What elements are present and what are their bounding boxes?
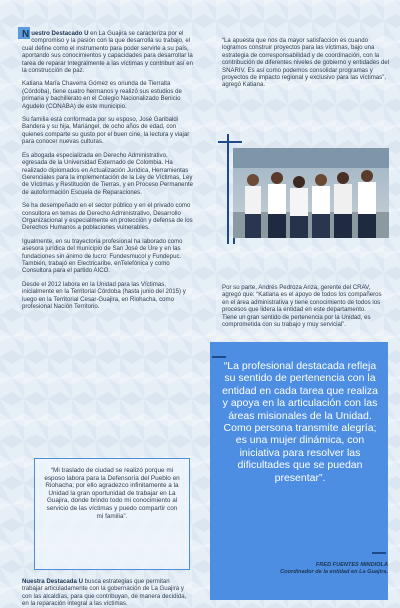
intro-rest: en La Guajira se caracteriza por el compromiso y la pasión con la que desarrolla su trabajo, el cual define como el instrumento para poder servirle a su país, aportando sus conocimientos y capacidades para desarrollar la tarea de reparar íntegralmente a las víctimas y contribuir así en la construcción de paz. <box>22 30 194 75</box>
signature-name: FRED FUENTES MINDIOLA <box>315 562 388 568</box>
paragraph-origin: Katiana María Chaverra Gómez es oriunda de Tierralta (Córdoba), tiene cuatro hermanos y realizó sus estudios de primaria y bachillerato en el Colegio Nacionalizado Benicio Agudelo (CONABA) de este municipio. <box>22 80 182 110</box>
drop-cap <box>22 30 29 40</box>
signature-role: Coordinador de la entidad en La Guajira. <box>280 569 388 575</box>
left-column <box>22 30 194 316</box>
signature <box>218 562 388 575</box>
intro-strong: uestro Destacado U <box>31 30 89 37</box>
family-quote-box <box>34 458 190 570</box>
paragraph-sectors: Se ha desempeñado en el sector público y en el privado como consultora en temas de Derecho Administrativo, Desarrollo Organizacional y especialmente en protección y defensa de los Derechos Humanos a poblaciones vulnerables. <box>22 202 193 232</box>
closing-paragraph <box>22 578 190 608</box>
highlight-dash-bottom <box>372 552 386 554</box>
intro-paragraph <box>22 30 194 74</box>
family-quote-text: “Mi traslado de ciudad se realizó porque mi esposo labora para la Defensoría del Pueblo en Riohacha; por ello agradezco infinitamente a la Unidad la gran oportunidad de trabajar en La Guajira, donde brindo todo mi conocimiento al servicio de las víctimas y puedo compartir con mi familia”. <box>44 467 180 520</box>
paragraph-career: Igualmente, en su trayectoria profesional ha laborado como asesora jurídica del municipio de San José de Ure y en las fundaciones sin ánimo de lucro: Fundesmucol y Fundepuc. También, trabajó en Electricaribe, enTelefónica y como Consultora para el partido AICO. <box>22 237 183 275</box>
team-photo-image <box>233 148 389 238</box>
team-photo <box>233 148 389 238</box>
paragraph-family: Su familia está conformada por su esposo, José Garibaldi Bandera y su hija, Mariángel, de ocho años de edad, con quienes comparte su gusto por el buen cine, la lectura y viajar para conocer nuevas culturas. <box>22 116 190 146</box>
paragraph-education: Es abogada especializada en Derecho Administrativo, egresada de la Universidad Externado de Colombia. Ha realizado diplomados en Actualización Jurídica, Herramientas Gerenciales para la implementación de la Ley de Víctimas, Ley de Víctimas y Restitución de Tierras, y en Proceso Permanente de autoformación Escuela de Reparaciones. <box>22 151 194 196</box>
closing-strong: Nuestra Destacada U <box>22 578 83 585</box>
gerente-paragraph: Por su parte, Andrés Pedroza Ariza, gerente del CRAV, agregó que: “Katiana es el apoyo de todos los compañeros en el área administrativa y tiene conocimiento de todos los procesos que lidera la entidad en este departamento. Tiene un gran sentido de pertenencia por la Unidad, es comprometida con su trabajo y muy servicial”. <box>222 284 382 329</box>
paragraph-unidad: Desde el 2012 labora en la Unidad para las Víctimas, inicialmente en la Territorial Córdoba (hasta junio del 2015) y luego en la Territorial Cesar-Guajira, en Riohacha, como profesional Nación Territorio. <box>22 280 186 310</box>
drop-cap-letter: N <box>22 29 30 40</box>
katiana-quote: “La apuesta que nos da mayor satisfacción es cuando logramos construir proyectos para las víctimas, bajo una estrategia de corresponsabilidad y de coordinación, con la contribución de diferentes niveles de gobierno y entidades del SNARIV. Es así como podemos consolidar programas y proyectos de impacto regional y exclusivo para las víctimas”, agregó Katiana. <box>222 37 390 89</box>
highlight-dash-top <box>212 356 226 358</box>
closing-rest: busca estrategias que permitan trabajar articuladamente con la gobernación de La Guajira y con las alcaldías, para que contribuyan, de manera decidida, en la reparación integral a las víctimas. <box>22 578 187 608</box>
highlight-quote: “La profesional destacada refleja su sentido de pertenencia con la entidad en cada tarea que realiza y apoya en la articulación con las áreas misionales de la Unidad. Como persona transmite alegría; es una mujer dinámica, con iniciativa para resolver las dificultades que se puedan presentar”. <box>222 360 378 484</box>
